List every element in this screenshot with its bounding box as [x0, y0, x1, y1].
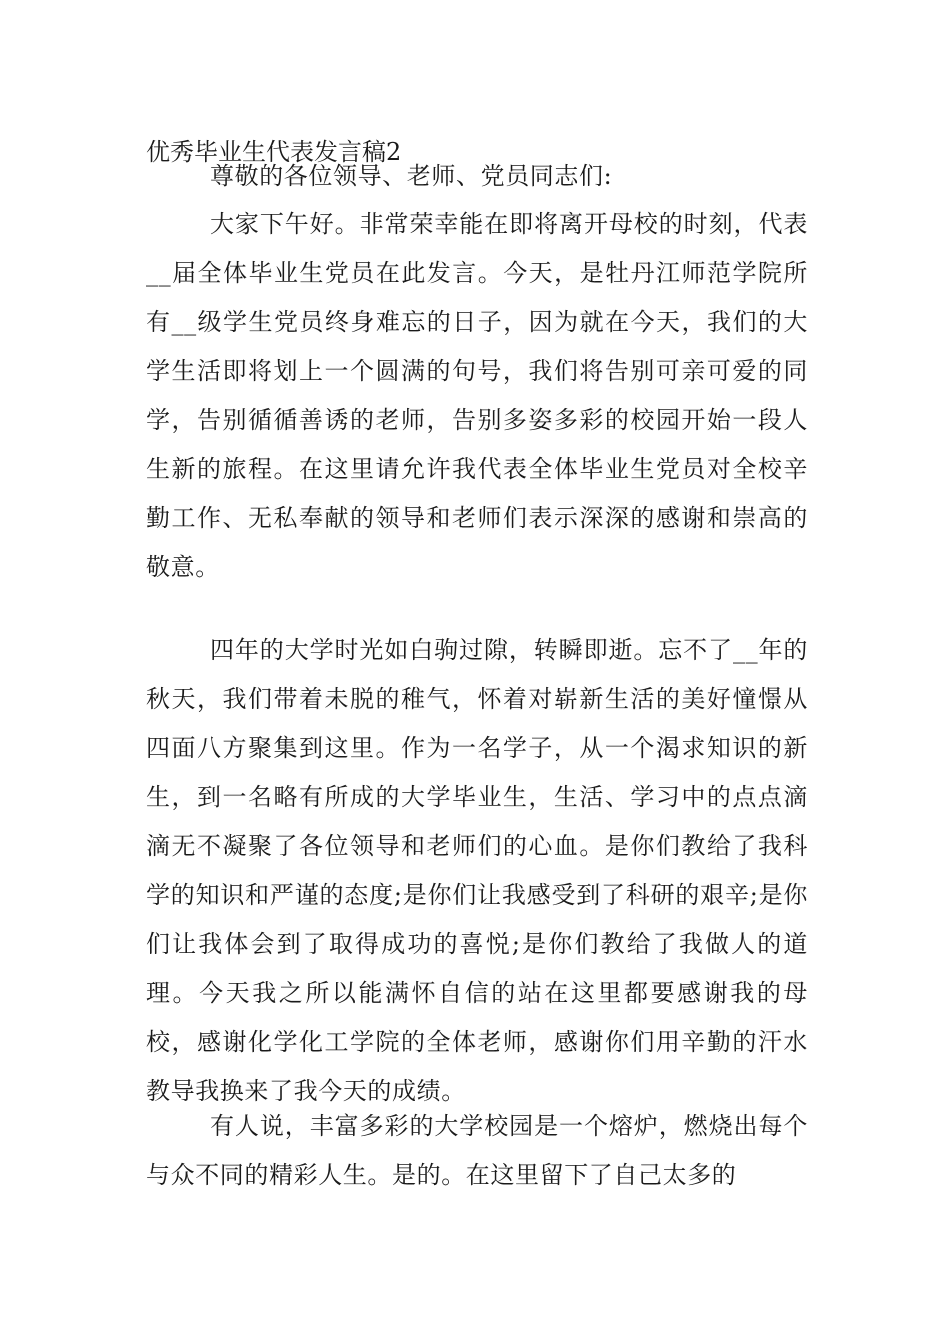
greeting-line: 尊敬的各位领导、老师、党员同志们:: [210, 162, 613, 190]
paragraph-3: 有人说，丰富多彩的大学校园是一个熔炉，燃烧出每个与众不同的精彩人生。是的。在这里留下了自己太多的: [146, 1112, 808, 1189]
paragraph-2: 四年的大学时光如白驹过隙，转瞬即逝。忘不了__年的秋天，我们带着未脱的稚气，怀着对崭新生活的美好憧憬从四面八方聚集到这里。作为一名学子，从一个渴求知识的新生，到一名略有所成的大学毕业生，生活、学习中的点点滴滴无不凝聚了各位领导和老师们的心血。是你们教给了我科学的知识和严谨的态度;是你们让我感受到了科研的艰辛;是你们让我体会到了取得成功的喜悦;是你们教给了我做人的道理。今天我之所以能满怀自信的站在这里都要感谢我的母校，感谢化学化工学院的全体老师，感谢你们用辛勤的汗水教导我换来了我今天的成绩。: [146, 636, 808, 1105]
paragraph-1: 大家下午好。非常荣幸能在即将离开母校的时刻，代表__届全体毕业生党员在此发言。今天，是牡丹江师范学院所有__级学生党员终身难忘的日子，因为就在今天，我们的大学生活即将划上一个圆满的句号，我们将告别可亲可爱的同学，告别循循善诱的老师，告别多姿多彩的校园开始一段人生新的旅程。在这里请允许我代表全体毕业生党员对全校辛勤工作、无私奉献的领导和老师们表示深深的感谢和崇高的敬意。: [146, 210, 808, 581]
document-title: 优秀毕业生代表发言稿2: [146, 138, 402, 166]
